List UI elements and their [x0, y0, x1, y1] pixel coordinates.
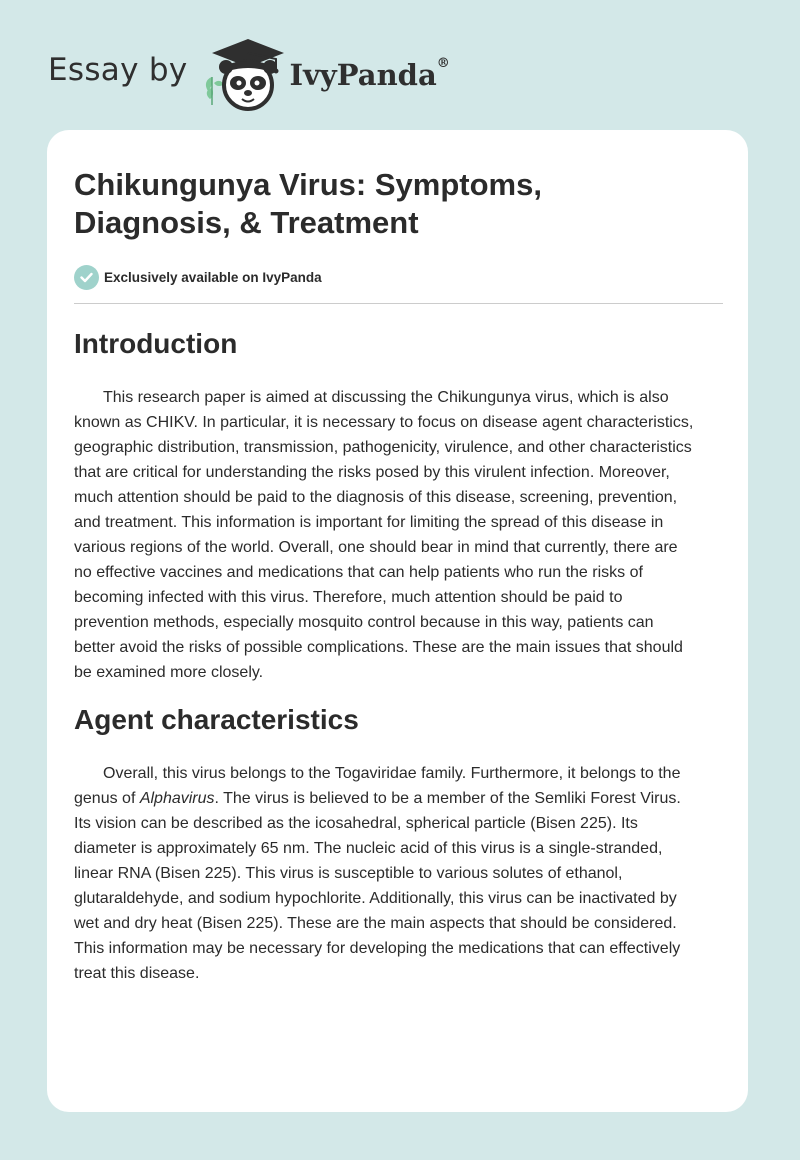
paragraph-line: This information may be necessary for developing the medications that can effectively [74, 940, 681, 957]
text-run: genus of [74, 790, 140, 807]
paragraph-line: diameter is approximately 65 nm. The nucleic acid of this virus is a single-stranded, [74, 840, 663, 857]
paragraph-line: treat this disease. [74, 965, 200, 982]
paragraph-line: Its vision can be described as the icosahedral, spherical particle (Bisen 225). Its [74, 815, 638, 832]
paragraph-line: no effective vaccines and medications that can help patients who run the risks of [74, 564, 643, 581]
paragraph-line: known as CHIKV. In particular, it is necessary to focus on disease agent characteristics, [74, 414, 694, 431]
paragraph-line: be examined more closely. [74, 664, 264, 681]
paragraph-line: glutaraldehyde, and sodium hypochlorite. Additionally, this virus can be inactivated by [74, 890, 677, 907]
paragraph-line: linear RNA (Bisen 225). This virus is susceptible to various solutes of ethanol, [74, 865, 623, 882]
agent-characteristics-paragraph [74, 761, 726, 986]
registered-mark: ® [436, 56, 450, 71]
paragraph-line: geographic distribution, transmission, pathogenicity, virulence, and other characteristics [74, 439, 692, 456]
panda-graduation-cap-icon [202, 35, 286, 118]
brand-prefix: Essay by [48, 52, 188, 88]
exclusive-badge [74, 264, 322, 290]
article-card [47, 130, 748, 1112]
section-heading-introduction: Introduction [74, 328, 238, 359]
title-divider [74, 303, 723, 304]
introduction-paragraph [74, 385, 726, 685]
paragraph-line: that are critical for understanding the risks posed by this virulent infection. Moreover, [74, 464, 670, 481]
check-badge-icon [74, 265, 99, 290]
paragraph-line [74, 786, 726, 811]
paragraph-line: various regions of the world. Overall, one should bear in mind that currently, there are [74, 539, 678, 556]
genus-name: Alphavirus [139, 790, 215, 807]
paragraph-line: This research paper is aimed at discussing the Chikungunya virus, which is also [103, 389, 669, 406]
site-header [0, 0, 800, 130]
paragraph-line: better avoid the risks of possible complications. These are the main issues that should [74, 639, 683, 656]
article-title [74, 166, 694, 242]
paragraph-line: and treatment. This information is important for limiting the spread of this disease in [74, 514, 664, 531]
text-run: . The virus is believed to be a member of the Semliki Forest Virus. [214, 790, 681, 807]
exclusive-badge-text: Exclusively available on IvyPanda [104, 269, 322, 285]
paragraph-line: wet and dry heat (Bisen 225). These are the main aspects that should be considered. [74, 915, 677, 932]
paragraph-line: becoming infected with this virus. Therefore, much attention should be paid to [74, 589, 623, 606]
article-title-line: Chikungunya Virus: Symptoms, [74, 167, 542, 202]
brand-logo-link[interactable] [48, 36, 450, 116]
paragraph-line: much attention should be paid to the diagnosis of this disease, screening, prevention, [74, 489, 678, 506]
brand-name: IvyPanda® [289, 56, 450, 92]
paragraph-line: Overall, this virus belongs to the Togaviridae family. Furthermore, it belongs to the [103, 765, 681, 782]
paragraph-line: prevention methods, especially mosquito control because in this way, patients can [74, 614, 654, 631]
article-title-line: Diagnosis, & Treatment [74, 205, 419, 240]
section-heading-agent-characteristics: Agent characteristics [74, 704, 359, 735]
